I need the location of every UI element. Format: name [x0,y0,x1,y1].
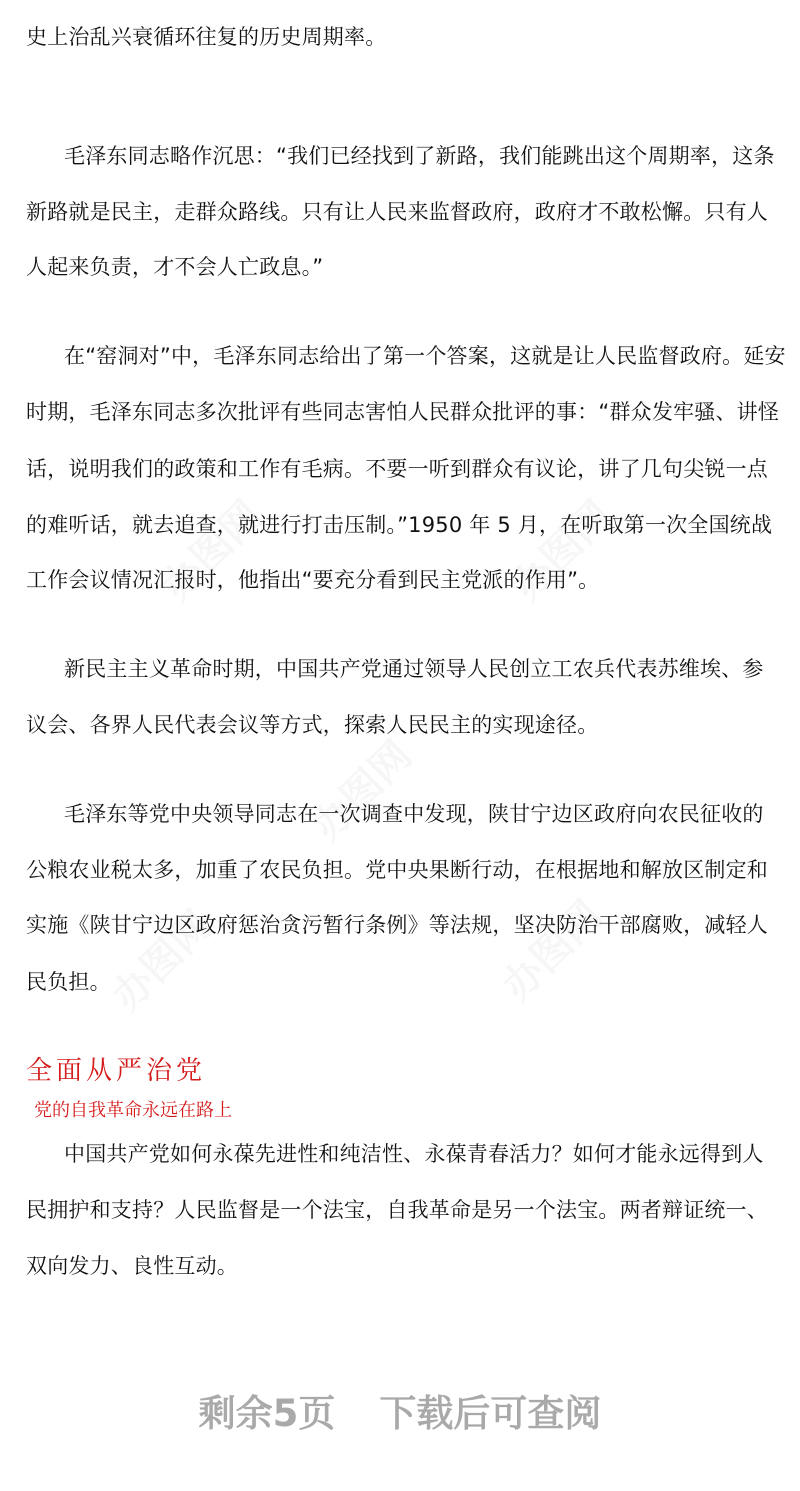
paragraph-line: 公粮农业税太多，加重了农民负担。党中央果断行动，在根据地和解放区制定和 [26,858,768,882]
paragraph-line: 新民主主义革命时期，中国共产党通过领导人民创立工农兵代表苏维埃、参 [64,657,764,681]
paragraph-line: 话，说明我们的政策和工作有毛病。不要一听到群众有议论，讲了几句尖锐一点 [26,457,768,481]
paragraph-line: 民负担。 [26,970,111,994]
paragraph-line: 中国共产党如何永葆先进性和纯洁性、永葆青春活力？如何才能永远得到人 [64,1142,764,1166]
paragraph-line: 在“窑洞对”中，毛泽东同志给出了第一个答案，这就是让人民监督政府。延安 [64,344,786,368]
paragraph-line: 时期，毛泽东同志多次批评有些同志害怕人民群众批评的事：“群众发牢骚、讲怪 [26,400,780,424]
paragraph-line: 双向发力、良性互动。 [26,1254,238,1278]
paragraph-line: 史上治乱兴衰循环往复的历史周期率。 [26,25,387,49]
paragraph-line: 毛泽东等党中央领导同志在一次调查中发现，陕甘宁边区政府向农民征收的 [64,802,764,826]
download-prompt-banner[interactable] [0,1392,800,1436]
paragraph-line: 新路就是民主，走群众路线。只有让人民来监督政府，政府才不敢松懈。只有人 [26,200,768,224]
remaining-pages-label: 剩余5页 [198,1392,336,1435]
watermark [297,726,422,851]
paragraph-line: 实施《陕甘宁边区政府惩治贪污暂行条例》等法规，坚决防治干部腐败，减轻人 [26,913,768,937]
paragraph-line: 毛泽东同志略作沉思：“我们已经找到了新路，我们能跳出这个周期率，这条 [64,144,775,168]
paragraph-line: 人起来负责，才不会人亡政息。” [26,255,324,279]
paragraph-line: 议会、各界人民代表会议等方式，探索人民民主的实现途径。 [26,713,599,737]
section-title: 全面从严治党 [26,1056,207,1086]
paragraph-line: 民拥护和支持？人民监督是一个法宝，自我革命是另一个法宝。两者辩证统一、 [26,1198,768,1222]
section-subtitle: 党的自我革命永远在路上 [34,1100,232,1121]
download-to-view-label: 下载后可查阅 [379,1392,602,1435]
paragraph-line: 工作会议情况汇报时，他指出“要充分看到民主党派的作用”。 [26,568,600,592]
paragraph-line: 的难听话，就去追查，就进行打击压制。”1950 年 5 月，在听取第一次全国统战 [26,513,773,537]
